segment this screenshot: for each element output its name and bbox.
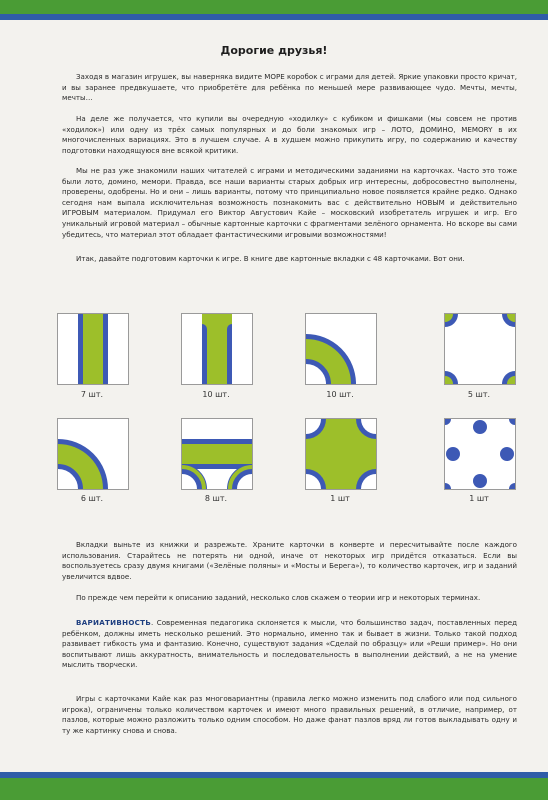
top-green-stripe (0, 0, 548, 14)
corner-dots-pattern-icon (445, 314, 515, 384)
card-count: 8 шт. (204, 494, 228, 503)
card-count: 1 шт (330, 494, 350, 503)
paragraph-games: На деле же получается, что купили вы очередную «ходилку» с кубиком и фишками (мы совсем не против «ходилок») или одну из трёх самых популярных и до боли знакомых игр – ЛОТО, ДОМИНО, MEMORY в их многочисленных вариациях. Это в лучшем случае. А в худшем можно прикупить игру, по содержанию и качеству подготовки находящуюся вне всякой критики. (62, 114, 517, 155)
card-t-junction (181, 313, 253, 385)
card-straight (57, 313, 129, 385)
bottom-green-stripe (0, 778, 548, 800)
corner-arc-pattern-icon (306, 314, 376, 384)
dots-pattern-icon (445, 419, 515, 489)
paragraph-variability (62, 618, 517, 671)
t-junction-pattern-icon (182, 314, 252, 384)
paragraph-kaye: Мы не раз уже знакомили наших читателей с играми и методическими заданиями на карточках. Часто это тоже были лото, домино, мемори. Правда, все наши варианты старых добрых игр интересны, добросовестно выполнены, проверены, одобрены. Но и они – лишь варианты, потому что принципиально новое появляется крайне редко. Однако сегодня нам выпала исключительная возможность познакомить вас с действительно НОВЫМ и действительно ИГРОВЫМ материалом. Придумал его Виктор Августович Кайе – московский изобретатель игрушек и игр. Его уникальный игровой материал – обычные картонные карточки с фрагментами зелёного орнамента. Но вскоре вы сами убедитесь, что материал этот обладает фантастическими игровыми возможностями! (62, 166, 517, 239)
card-count: 7 шт. (80, 390, 104, 399)
card-double-arc (57, 418, 129, 490)
card-t-bar (181, 418, 253, 490)
straight-pattern-icon (58, 314, 128, 384)
paragraph-intro: Заходя в магазин игрушек, вы наверняка видите МОРЕ коробок с играми для детей. Яркие упаковки просто кричат, и вы заранее предвкушаете, что приобретёте для ребёнка по меньшей мере развивающее чудо. Мечты, мечты, мечты… (62, 72, 517, 103)
paragraph-theory-intro: По прежде чем перейти к описанию заданий, несколько слов скажем о теории игр и некоторых терминах. (76, 593, 481, 602)
card-count: 5 шт. (467, 390, 491, 399)
page-title: Дорогие друзья! (220, 44, 328, 57)
card-dots (444, 418, 516, 490)
t-bar-pattern-icon (182, 419, 252, 489)
card-count: 1 шт (469, 494, 489, 503)
paragraph-cards-intro: Итак, давайте подготовим карточки к игре. В книге две картонные вкладки с 48 карточками. Вот они. (76, 254, 465, 263)
top-blue-stripe (0, 14, 548, 20)
variability-text: . Современная педагогика склоняется к мысли, что большинство задач, поставленных перед ребёнком, должны иметь несколько решений. Это нормально, именно так и бывает в жизни. Только такой подход развивает гибкость ума и фантазию. Конечно, существуют задания «Сделай по образцу» или «Реши пример». Но они воспитывают лишь аккуратность, внимательность и последовательность в выполнении действий, а не на умение мыслить творчески. (62, 618, 517, 670)
card-four-corner-dots (444, 313, 516, 385)
cross-concave-pattern-icon (306, 419, 376, 489)
card-count: 10 шт. (326, 390, 354, 399)
card-corner-arc (305, 313, 377, 385)
card-cross-concave (305, 418, 377, 490)
variability-keyword: ВАРИАТИВНОСТЬ (76, 618, 152, 627)
card-count: 10 шт. (202, 390, 230, 399)
card-count: 6 шт. (80, 494, 104, 503)
paragraph-multivariant: Игры с карточками Кайе как раз многовариантны (правила легко можно изменить под слабого или под сильного игрока), ограничены только количеством карточек и имеют много правильных решений, в отличие, например, от пазлов, которые можно разложить только одним способом. Но даже фанат пазлов вряд ли готов выкладывать одну и ту же картинку снова и снова. (62, 694, 517, 735)
double-arc-pattern-icon (58, 419, 128, 489)
paragraph-instructions: Вкладки выньте из книжки и разрежьте. Храните карточки в конверте и пересчитывайте после каждого использования. Старайтесь не потерять ни одной, иначе от некоторых игр придётся отказаться. Если вы воспользуетесь сразу двумя книгами («Зелёные поляны» и «Мосты и Берега»), то количество карточек, игр и заданий увеличится вдвое. (62, 540, 517, 581)
